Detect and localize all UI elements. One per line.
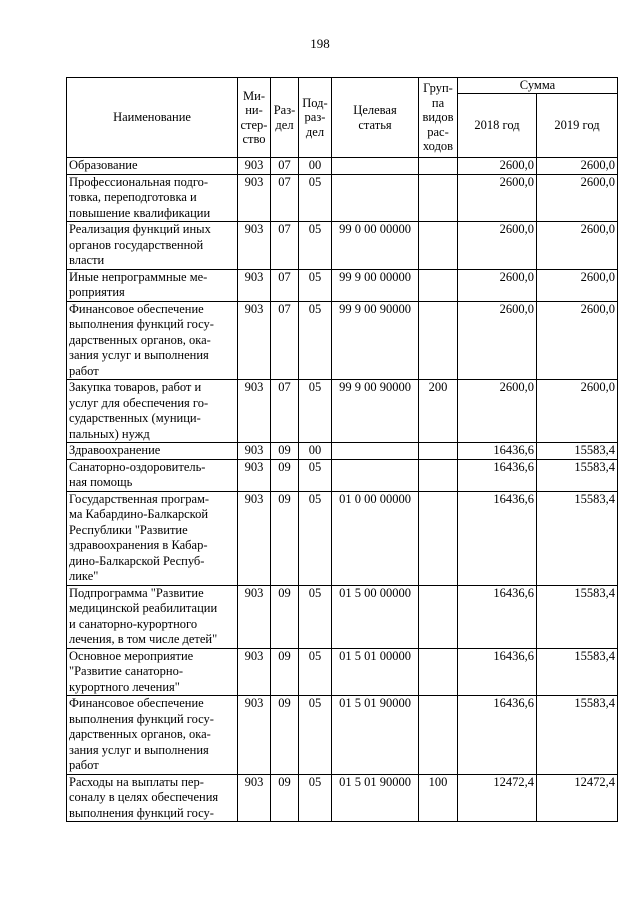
row-amount-2018: 2600,0 bbox=[458, 174, 537, 222]
row-section: 09 bbox=[271, 774, 299, 822]
row-amount-2019: 2600,0 bbox=[537, 158, 618, 175]
row-section: 09 bbox=[271, 585, 299, 648]
row-subsection: 00 bbox=[299, 443, 332, 460]
header-row-1 bbox=[67, 78, 618, 94]
row-subsection: 05 bbox=[299, 459, 332, 491]
row-amount-2018: 16436,6 bbox=[458, 648, 537, 696]
row-target: 01 5 01 90000 bbox=[332, 774, 419, 822]
row-name: Санаторно-оздоровитель- ная помощь bbox=[67, 459, 238, 491]
row-target: 99 9 00 00000 bbox=[332, 269, 419, 301]
row-target: 01 5 01 00000 bbox=[332, 648, 419, 696]
row-amount-2019: 15583,4 bbox=[537, 696, 618, 775]
row-subsection: 05 bbox=[299, 696, 332, 775]
row-amount-2019: 2600,0 bbox=[537, 174, 618, 222]
col-header-target: Целевая статья bbox=[332, 78, 419, 158]
row-amount-2019: 15583,4 bbox=[537, 491, 618, 585]
row-ministry: 903 bbox=[238, 774, 271, 822]
row-amount-2018: 2600,0 bbox=[458, 380, 537, 443]
row-group bbox=[419, 174, 458, 222]
row-subsection: 05 bbox=[299, 301, 332, 380]
budget-table bbox=[66, 77, 618, 822]
row-ministry: 903 bbox=[238, 696, 271, 775]
row-subsection: 05 bbox=[299, 222, 332, 270]
table-row bbox=[67, 585, 618, 648]
row-group bbox=[419, 269, 458, 301]
row-subsection: 05 bbox=[299, 648, 332, 696]
row-name: Реализация функций иных органов государственной власти bbox=[67, 222, 238, 270]
row-target bbox=[332, 158, 419, 175]
row-ministry: 903 bbox=[238, 459, 271, 491]
row-name: Иные непрограммные ме- роприятия bbox=[67, 269, 238, 301]
row-group bbox=[419, 459, 458, 491]
row-name: Закупка товаров, работ и услуг для обеспечения го- сударственных (муници- пальных) нужд bbox=[67, 380, 238, 443]
row-group bbox=[419, 696, 458, 775]
table-row bbox=[67, 648, 618, 696]
row-group bbox=[419, 648, 458, 696]
col-header-ministry: Ми- ни- стер- ство bbox=[238, 78, 271, 158]
row-target: 99 0 00 00000 bbox=[332, 222, 419, 270]
row-section: 07 bbox=[271, 269, 299, 301]
row-subsection: 05 bbox=[299, 491, 332, 585]
row-section: 07 bbox=[271, 380, 299, 443]
row-target: 01 5 01 90000 bbox=[332, 696, 419, 775]
row-subsection: 00 bbox=[299, 158, 332, 175]
table-row bbox=[67, 174, 618, 222]
row-group bbox=[419, 491, 458, 585]
row-subsection: 05 bbox=[299, 269, 332, 301]
row-group: 200 bbox=[419, 380, 458, 443]
row-target bbox=[332, 174, 419, 222]
col-header-group: Груп- па видов рас- ходов bbox=[419, 78, 458, 158]
table-row bbox=[67, 269, 618, 301]
table-row bbox=[67, 459, 618, 491]
row-target bbox=[332, 459, 419, 491]
col-header-section: Раз- дел bbox=[271, 78, 299, 158]
row-name: Государственная програм- ма Кабардино-Балкарской Республики "Развитие здравоохранения в Кабар- дино-Балкарской Респуб- лике" bbox=[67, 491, 238, 585]
row-amount-2019: 15583,4 bbox=[537, 459, 618, 491]
row-target: 99 9 00 90000 bbox=[332, 301, 419, 380]
row-name: Расходы на выплаты пер- соналу в целях обеспечения выполнения функций госу- bbox=[67, 774, 238, 822]
row-group bbox=[419, 222, 458, 270]
row-amount-2018: 12472,4 bbox=[458, 774, 537, 822]
row-name: Основное мероприятие "Развитие санаторно- курортного лечения" bbox=[67, 648, 238, 696]
row-subsection: 05 bbox=[299, 380, 332, 443]
row-amount-2019: 15583,4 bbox=[537, 443, 618, 460]
row-subsection: 05 bbox=[299, 774, 332, 822]
table-row bbox=[67, 443, 618, 460]
row-group bbox=[419, 301, 458, 380]
row-section: 09 bbox=[271, 696, 299, 775]
table-row bbox=[67, 158, 618, 175]
row-amount-2018: 16436,6 bbox=[458, 491, 537, 585]
row-amount-2018: 2600,0 bbox=[458, 158, 537, 175]
row-ministry: 903 bbox=[238, 585, 271, 648]
table-row bbox=[67, 380, 618, 443]
row-group: 100 bbox=[419, 774, 458, 822]
row-name: Образование bbox=[67, 158, 238, 175]
row-section: 07 bbox=[271, 158, 299, 175]
row-section: 07 bbox=[271, 174, 299, 222]
table-row bbox=[67, 301, 618, 380]
row-section: 09 bbox=[271, 491, 299, 585]
row-group bbox=[419, 585, 458, 648]
row-section: 07 bbox=[271, 222, 299, 270]
row-amount-2019: 12472,4 bbox=[537, 774, 618, 822]
row-amount-2018: 2600,0 bbox=[458, 269, 537, 301]
row-name: Финансовое обеспечение выполнения функций госу- дарственных органов, ока- зания услуг и выполнения работ bbox=[67, 301, 238, 380]
row-amount-2018: 2600,0 bbox=[458, 301, 537, 380]
col-header-2018: 2018 год bbox=[458, 94, 537, 158]
row-target bbox=[332, 443, 419, 460]
row-target: 01 5 00 00000 bbox=[332, 585, 419, 648]
row-subsection: 05 bbox=[299, 174, 332, 222]
row-amount-2019: 15583,4 bbox=[537, 648, 618, 696]
row-amount-2019: 2600,0 bbox=[537, 380, 618, 443]
row-group bbox=[419, 158, 458, 175]
row-ministry: 903 bbox=[238, 443, 271, 460]
page-number: 198 bbox=[310, 36, 330, 51]
col-header-sum: Сумма bbox=[458, 78, 618, 94]
table-row bbox=[67, 491, 618, 585]
row-amount-2018: 16436,6 bbox=[458, 696, 537, 775]
row-section: 07 bbox=[271, 301, 299, 380]
row-amount-2018: 16436,6 bbox=[458, 585, 537, 648]
col-header-2019: 2019 год bbox=[537, 94, 618, 158]
row-ministry: 903 bbox=[238, 648, 271, 696]
row-ministry: 903 bbox=[238, 222, 271, 270]
row-section: 09 bbox=[271, 443, 299, 460]
row-ministry: 903 bbox=[238, 269, 271, 301]
row-amount-2018: 2600,0 bbox=[458, 222, 537, 270]
row-ministry: 903 bbox=[238, 491, 271, 585]
row-section: 09 bbox=[271, 648, 299, 696]
row-name: Подпрограмма "Развитие медицинской реабилитации и санаторно-курортного лечения, в том числе детей" bbox=[67, 585, 238, 648]
row-ministry: 903 bbox=[238, 301, 271, 380]
row-name: Профессиональная подго- товка, переподготовка и повышение квалификации bbox=[67, 174, 238, 222]
row-group bbox=[419, 443, 458, 460]
row-subsection: 05 bbox=[299, 585, 332, 648]
row-target: 99 9 00 90000 bbox=[332, 380, 419, 443]
table-row bbox=[67, 696, 618, 775]
row-ministry: 903 bbox=[238, 158, 271, 175]
row-amount-2019: 2600,0 bbox=[537, 301, 618, 380]
col-header-subsection: Под- раз- дел bbox=[299, 78, 332, 158]
row-target: 01 0 00 00000 bbox=[332, 491, 419, 585]
row-amount-2019: 15583,4 bbox=[537, 585, 618, 648]
table-row bbox=[67, 222, 618, 270]
row-amount-2018: 16436,6 bbox=[458, 459, 537, 491]
row-ministry: 903 bbox=[238, 174, 271, 222]
row-name: Финансовое обеспечение выполнения функций госу- дарственных органов, ока- зания услуг и выполнения работ bbox=[67, 696, 238, 775]
row-amount-2019: 2600,0 bbox=[537, 222, 618, 270]
row-amount-2019: 2600,0 bbox=[537, 269, 618, 301]
table-body bbox=[67, 158, 618, 822]
col-header-name: Наименование bbox=[67, 78, 238, 158]
row-amount-2018: 16436,6 bbox=[458, 443, 537, 460]
row-ministry: 903 bbox=[238, 380, 271, 443]
row-section: 09 bbox=[271, 459, 299, 491]
row-name: Здравоохранение bbox=[67, 443, 238, 460]
table-row bbox=[67, 774, 618, 822]
